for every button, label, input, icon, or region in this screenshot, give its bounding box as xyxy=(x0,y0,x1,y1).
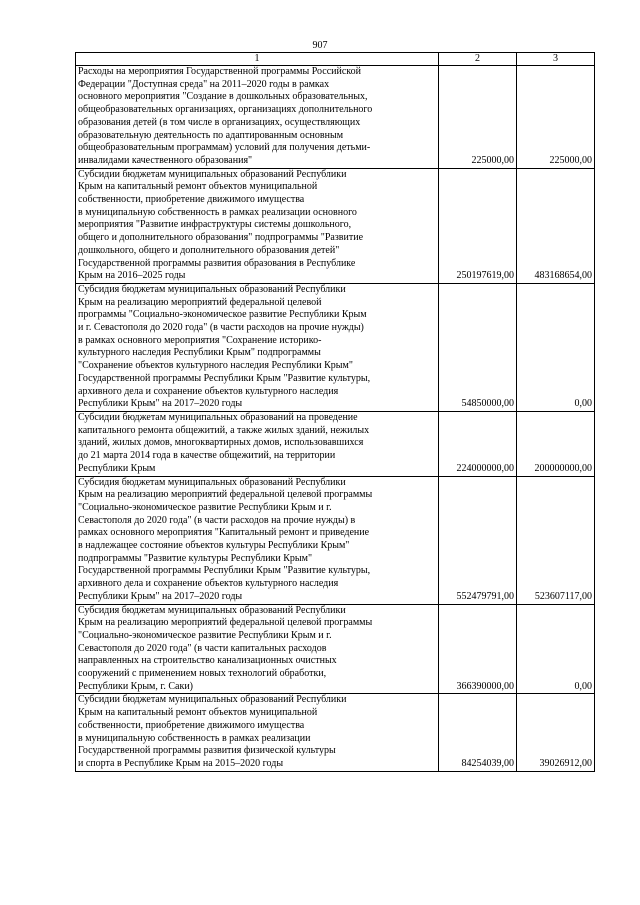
row-value-col3: 225000,00 xyxy=(517,66,595,169)
row-value-col2: 366390000,00 xyxy=(439,604,517,694)
row-value-col3: 0,00 xyxy=(517,283,595,411)
table-row xyxy=(76,476,595,604)
row-value-col3: 200000000,00 xyxy=(517,411,595,476)
row-value-col2: 250197619,00 xyxy=(439,168,517,283)
table-header-row xyxy=(76,53,595,66)
table-row xyxy=(76,283,595,411)
row-value-col3: 39026912,00 xyxy=(517,694,595,771)
row-description: Субсидия бюджетам муниципальных образований Республики Крым на реализацию мероприятий федеральной целевой программы "Социально-экономическое развитие Республики Крым и г. Севастополя до 2020 года" (в части расходов на прочие нужды) в рамках основного мероприятия "Сохранение историко- культурного наследия Республики Крым" подпрограммы "Сохранение объектов культурного наследия Республики Крым" Государственной программы Республики Крым "Развитие культуры, архивного дела и сохранение объектов культурного наследия Республики Крым" на 2017–2020 годы xyxy=(76,283,439,411)
row-value-col2: 224000000,00 xyxy=(439,411,517,476)
column-header-2: 2 xyxy=(439,53,517,66)
table-row xyxy=(76,694,595,771)
row-description: Субсидия бюджетам муниципальных образований Республики Крым на реализацию мероприятий федеральной целевой программы "Социально-экономическое развитие Республики Крым и г. Севастополя до 2020 года" (в части капитальных расходов направленных на строительство канализационных очистных сооружений с применением новых технологий обработки, Республики Крым, г. Саки) xyxy=(76,604,439,694)
row-description: Субсидии бюджетам муниципальных образований Республики Крым на капитальный ремонт объектов муниципальной собственности, приобретение движимого имущества в муниципальную собственность в рамках реализации Государственной программы развития физической культуры и спорта в Республике Крым на 2015–2020 годы xyxy=(76,694,439,771)
table-row xyxy=(76,168,595,283)
table-row xyxy=(76,604,595,694)
row-value-col2: 552479791,00 xyxy=(439,476,517,604)
row-value-col3: 523607117,00 xyxy=(517,476,595,604)
row-value-col3: 0,00 xyxy=(517,604,595,694)
row-description: Субсидии бюджетам муниципальных образований Республики Крым на капитальный ремонт объектов муниципальной собственности, приобретение движимого имущества в муниципальную собственность в рамках реализации основного мероприятия "Развитие инфраструктуры системы дошкольного, общего и дополнительного образования" подпрограммы "Развитие дошкольного, общего и дополнительного образования детей" Государственной программы развития образования в Республике Крым на 2016–2025 годы xyxy=(76,168,439,283)
row-value-col2: 54850000,00 xyxy=(439,283,517,411)
page-number: 907 xyxy=(312,40,328,51)
row-description: Субсидия бюджетам муниципальных образований Республики Крым на реализацию мероприятий федеральной целевой программы "Социально-экономическое развитие Республики Крым и г. Севастополя до 2020 года" (в части расходов на прочие нужды) в рамках основного мероприятия "Капитальный ремонт и приведение в надлежащее состояние объектов культуры Республики Крым" подпрограммы "Развитие культуры Республики Крым" Государственной программы Республики Крым "Развитие культуры, архивного дела и сохранение объектов культурного наследия Республики Крым" на 2017–2020 годы xyxy=(76,476,439,604)
row-value-col2: 225000,00 xyxy=(439,66,517,169)
column-header-1: 1 xyxy=(76,53,439,66)
row-value-col3: 483168654,00 xyxy=(517,168,595,283)
budget-table xyxy=(75,52,595,772)
row-description: Субсидии бюджетам муниципальных образований на проведение капитального ремонта общежитий, а также жилых зданий, нежилых зданий, жилых домов, многоквартирных домов, использовавшихся до 21 марта 2014 года в качестве общежитий, на территории Республики Крым xyxy=(76,411,439,476)
column-header-3: 3 xyxy=(517,53,595,66)
row-description: Расходы на мероприятия Государственной программы Российской Федерации "Доступная среда" на 2011–2020 годы в рамках основного мероприятия "Создание в дошкольных образовательных, общеобразовательных организациях, организациях дополнительного образования детей (в том числе в организациях, осуществляющих образовательную деятельность по адаптированным основным общеобразовательным программам) условий для получения детьми- инвалидами качественного образования" xyxy=(76,66,439,169)
table-row xyxy=(76,66,595,169)
row-value-col2: 84254039,00 xyxy=(439,694,517,771)
table-row xyxy=(76,411,595,476)
